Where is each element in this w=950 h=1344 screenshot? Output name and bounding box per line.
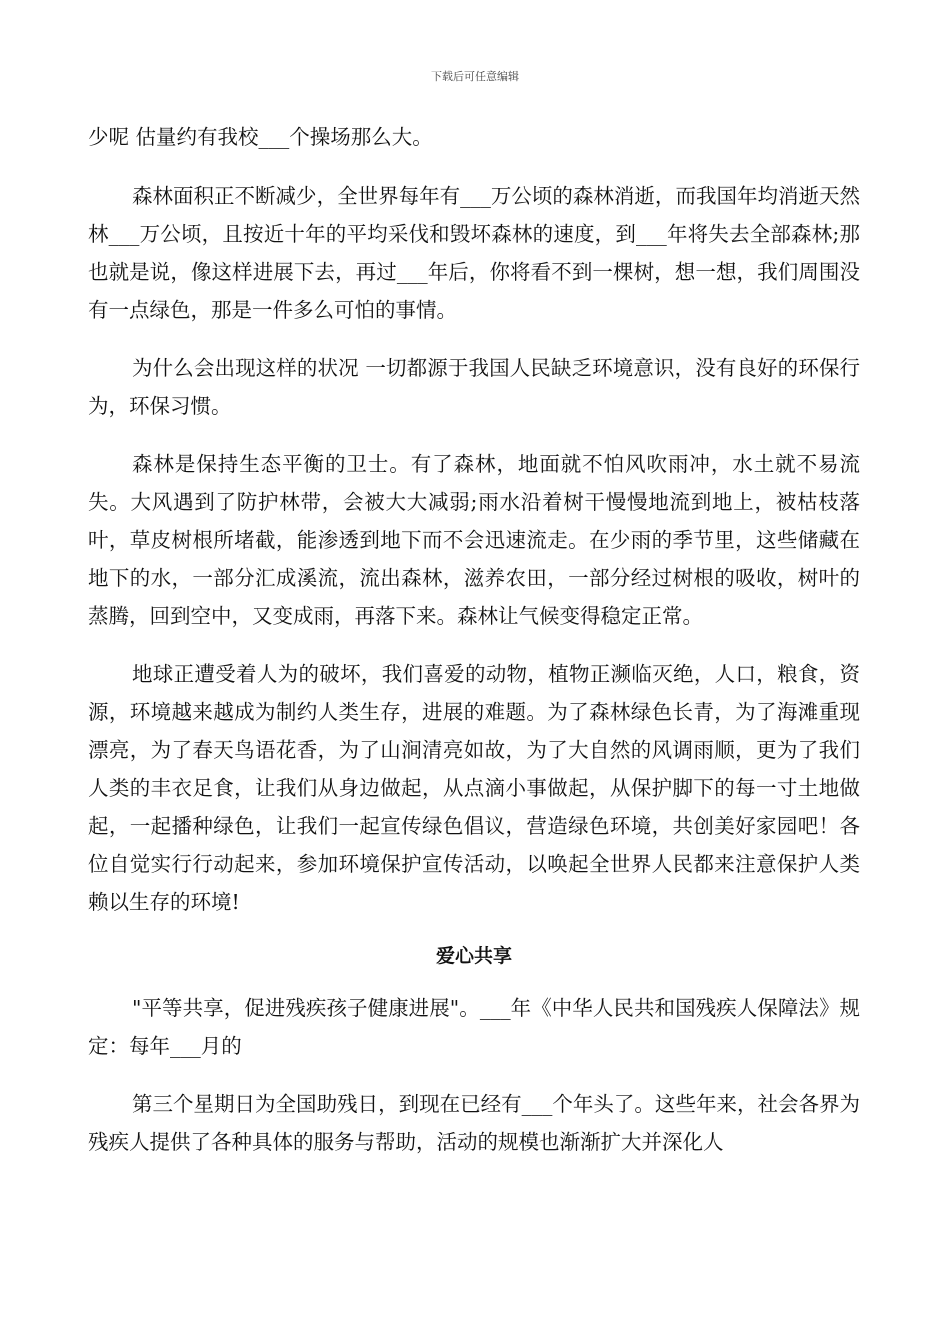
paragraph: "平等共享，促进残疾孩子健康进展"。___年《中华人民共和国残疾人保障法》规定：每年___月的: [88, 996, 860, 1058]
paragraph: 森林是保持生态平衡的卫士。有了森林，地面就不怕风吹雨冲，水土就不易流失。大风遇到了防护林带，会被大大减弱;雨水沿着树干慢慢地流到地上，被枯枝落叶，草皮树根所堵截，能渗透到地下而不会迅速流走。在少雨的季节里，这些储藏在地下的水，一部分汇成溪流，流出森林，滋养农田，一部分经过树根的吸收，树叶的蒸腾，回到空中，又变成雨，再落下来。森林让气候变得稳定正常。: [88, 452, 860, 628]
paragraph: 少呢 估量约有我校___个操场那么大。: [88, 125, 433, 149]
page-header: 下载后可任意编辑: [431, 70, 519, 83]
paragraph: 地球正遭受着人为的破坏，我们喜爱的动物，植物正濒临灭绝，人口，粮食，资源，环境越来越成为制约人类生存，进展的难题。为了森林绿色长青，为了海滩重现漂亮，为了春天鸟语花香，为了山涧清亮如故，为了大自然的风调雨顺，更为了我们人类的丰衣足食，让我们从身边做起，从点滴小事做起，从保护脚下的每一寸土地做起，一起播种绿色，让我们一起宣传绿色倡议，营造绿色环境，共创美好家园吧！各位自觉实行行动起来，参加环境保护宣传活动，以唤起全世界人民都来注意保护人类赖以生存的环境!: [88, 662, 860, 914]
document-body: [88, 118, 860, 1181]
section-title: 爱心共享: [435, 945, 512, 967]
paragraph: 为什么会出现这样的状况 一切都源于我国人民缺乏环境意识，没有良好的环保行为，环保习惯。: [88, 356, 860, 418]
paragraph: 第三个星期日为全国助残日，到现在已经有___个年头了。这些年来，社会各界为残疾人提供了各种具体的服务与帮助，活动的规模也渐渐扩大并深化人: [88, 1092, 860, 1154]
paragraph: 森林面积正不断减少，全世界每年有___万公顷的森林消逝，而我国年均消逝天然林___万公顷，且按近十年的平均采伐和毁坏森林的速度，到___年将失去全部森林;那也就是说，像这样进展下去，再过___年后，你将看不到一棵树，想一想，我们周围没有一点绿色，那是一件多么可怕的事情。: [88, 184, 860, 322]
